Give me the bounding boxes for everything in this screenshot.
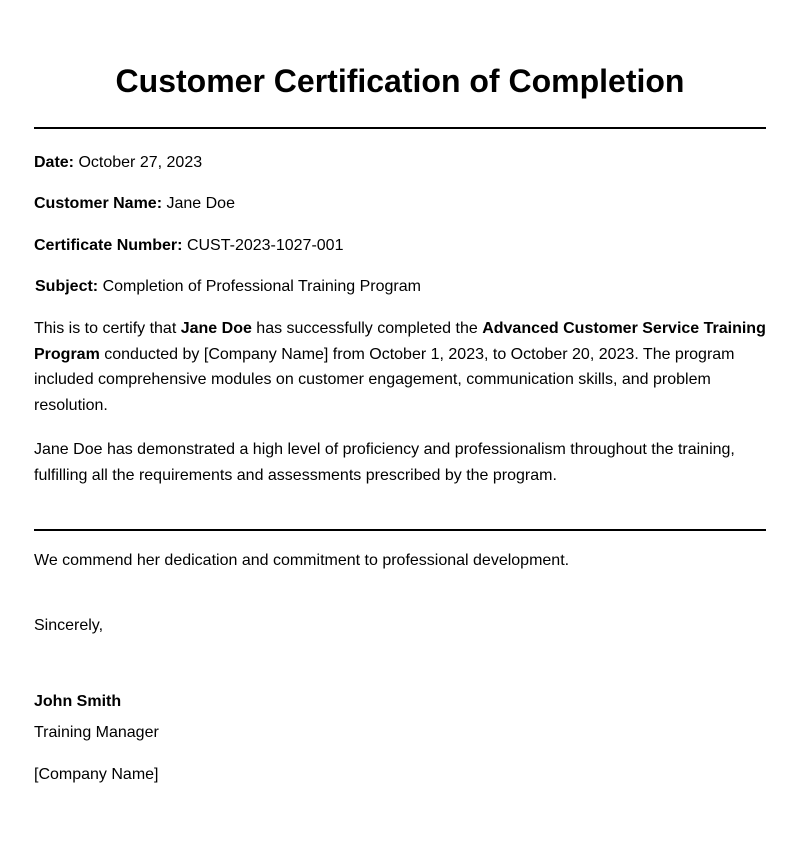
paragraph1-recipient-name: Jane Doe bbox=[180, 320, 252, 337]
date-label: Date: bbox=[34, 154, 75, 171]
date-field bbox=[34, 154, 766, 172]
subject-field bbox=[34, 278, 766, 296]
paragraph1-text-3: conducted by [Company Name] from October 1, 2023, to October 20, 2023. The program included comprehensive modules on customer engagement, communication skills, and problem resolution. bbox=[34, 345, 735, 414]
subject-label: Subject: bbox=[35, 278, 99, 295]
certificate-number-value: CUST-2023-1027-001 bbox=[186, 237, 344, 254]
paragraph1-text-2: has successfully completed the bbox=[251, 320, 483, 337]
paragraph1-program-name: Advanced Customer Service Training Program bbox=[34, 320, 766, 363]
certification-paragraph bbox=[34, 316, 766, 418]
certificate-number-label: Certificate Number: bbox=[34, 237, 183, 254]
customer-name-value: Jane Doe bbox=[166, 195, 235, 212]
paragraph1-text-1: This is to certify that bbox=[34, 320, 181, 337]
customer-name-field bbox=[34, 195, 766, 213]
top-divider bbox=[34, 127, 766, 129]
document-title: Customer Certification of Completion bbox=[115, 63, 685, 99]
commendation-text: We commend her dedication and commitment to professional development. bbox=[34, 551, 570, 569]
subject-value: Completion of Professional Training Program bbox=[102, 278, 421, 295]
signer-name: John Smith bbox=[34, 692, 122, 710]
signer-title: Training Manager bbox=[34, 723, 159, 741]
certificate-number-field bbox=[34, 237, 766, 255]
date-value: October 27, 2023 bbox=[78, 154, 203, 171]
middle-divider bbox=[34, 529, 766, 531]
customer-name-label: Customer Name: bbox=[34, 195, 163, 212]
closing-salutation: Sincerely, bbox=[34, 616, 104, 634]
proficiency-paragraph: Jane Doe has demonstrated a high level of proficiency and professionalism throughout the training, fulfilling all the requirements and assessments prescribed by the program. bbox=[34, 441, 735, 484]
company-name: [Company Name] bbox=[34, 765, 159, 783]
